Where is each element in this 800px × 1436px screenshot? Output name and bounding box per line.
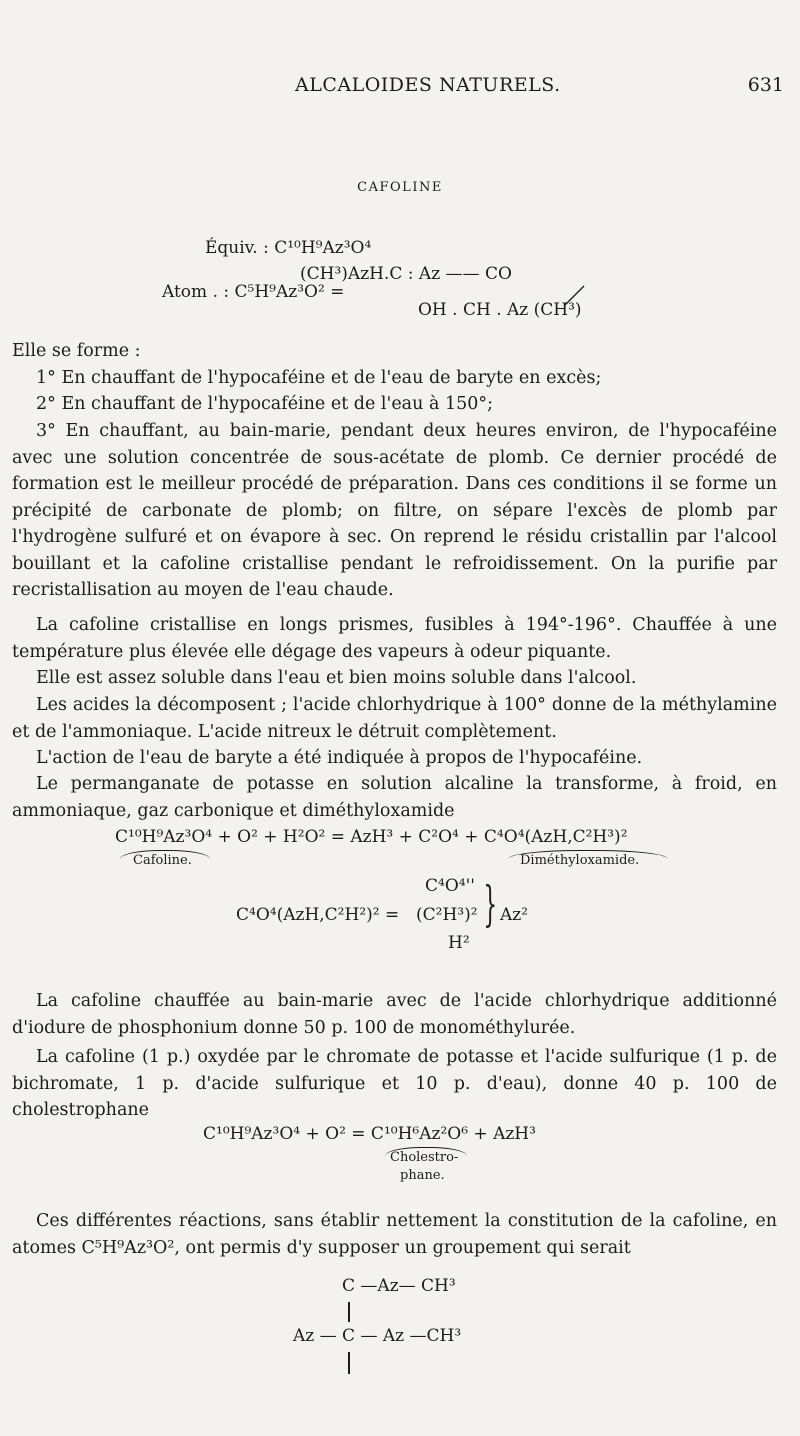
section-title: CAFOLINE (357, 180, 443, 195)
structure-row-2: Az — C — Az —CH³ (293, 1326, 462, 1346)
equation2-brace: } (483, 876, 498, 932)
equation-cholestrophane: C¹⁰H⁹Az³O⁴ + O² = C¹⁰H⁶Az²O⁶ + AzH³ (203, 1124, 536, 1144)
label-dimethyloxamide: Diméthyloxamide. (520, 853, 640, 868)
running-title: ALCALOIDES NATURELS. (295, 74, 561, 96)
equation2-mid: (C²H³)² (416, 905, 478, 925)
bond-line (560, 284, 590, 310)
equation2-lhs: C⁴O⁴(AzH,C²H²)² = (236, 905, 400, 925)
atom-formula-top: (CH³)AzH.C : Az —— CO (300, 264, 512, 284)
paragraph-cristallise: La cafoline cristallise en longs prismes, fusibles à 194°-196°. Chauffée à une température plus élevée elle dégage des vapeurs à odeur piquante. (12, 615, 777, 662)
paragraph-item-1: 1° En chauffant de l'hypocaféine et de l'eau de baryte en excès; (36, 368, 602, 388)
paragraph-soluble: Elle est assez soluble dans l'eau et bien moins soluble dans l'alcool. (36, 668, 637, 688)
label-cholestrophane-2: phane. (400, 1168, 445, 1183)
equation2-right: Az² (500, 905, 529, 925)
paragraph-chromate: La cafoline (1 p.) oxydée par le chromate de potasse et l'acide sulfurique (1 p. de bichromate, 1 p. d'acide sulfurique et 10 p. d'eau), donne 40 p. 100 de cholestrophane (12, 1047, 777, 1120)
equiv-formula: Équiv. : C¹⁰H⁹Az³O⁴ (205, 238, 372, 258)
structure-bond-1 (348, 1302, 350, 1322)
label-cafoline: Cafoline. (133, 853, 192, 868)
paragraph-baryte: L'action de l'eau de baryte a été indiquée à propos de l'hypocaféine. (36, 748, 643, 768)
structure-bond-2 (348, 1352, 350, 1374)
equation2-bottom: H² (448, 933, 470, 953)
paragraph-chlorhydrique: La cafoline chauffée au bain-marie avec de l'acide chlorhydrique additionné d'iodure de phosphonium donne 50 p. 100 de monométhylurée. (12, 991, 777, 1038)
paragraph-acides: Les acides la décomposent ; l'acide chlorhydrique à 100° donne de la méthylamine et de l'ammoniaque. L'acide nitreux le détruit complètement. (12, 695, 777, 742)
equation2-top: C⁴O⁴'' (425, 876, 475, 896)
paragraph-item-3: 3° En chauffant, au bain-marie, pendant deux heures environ, de l'hypocaféine avec une solution concentrée de sous-acétate de plomb. Ce dernier procédé de formation est le meilleur procédé de préparation. Dans ces conditions il se forme un précipité de carbonate de plomb; on filtre, on sépare l'excès de plomb par l'hydrogène sulfuré et on évapore à sec. On reprend le résidu cristallin par l'alcool bouillant et la cafoline cristallise pendant le refroidissement. On la purifie par recristallisation au moyen de l'eau chaude. (12, 421, 777, 600)
equation-oxidation: C¹⁰H⁹Az³O⁴ + O² + H²O² = AzH³ + C²O⁴ + C⁴O⁴(AzH,C²H³)² (115, 827, 628, 847)
atom-formula-label: Atom . : C⁵H⁹Az³O² = (162, 282, 345, 302)
label-cholestrophane-1: Cholestro- (390, 1150, 459, 1165)
atom-formula-bottom: OH . CH . Az (CH³) (418, 300, 582, 320)
paragraph-permanganate: Le permanganate de potasse en solution alcaline la transforme, à froid, en ammoniaque, gaz carbonique et diméthyloxamide (12, 774, 777, 821)
page-number: 631 (747, 74, 784, 96)
paragraph-final: Ces différentes réactions, sans établir nettement la constitution de la cafoline, en atomes C⁵H⁹Az³O², ont permis d'y supposer un groupement qui serait (12, 1211, 777, 1258)
paragraph-item-2: 2° En chauffant de l'hypocaféine et de l'eau à 150°; (36, 394, 493, 414)
page-header (0, 74, 800, 104)
paragraph-forme: Elle se forme : (12, 341, 141, 361)
structure-row-1: C —Az— CH³ (342, 1276, 456, 1296)
